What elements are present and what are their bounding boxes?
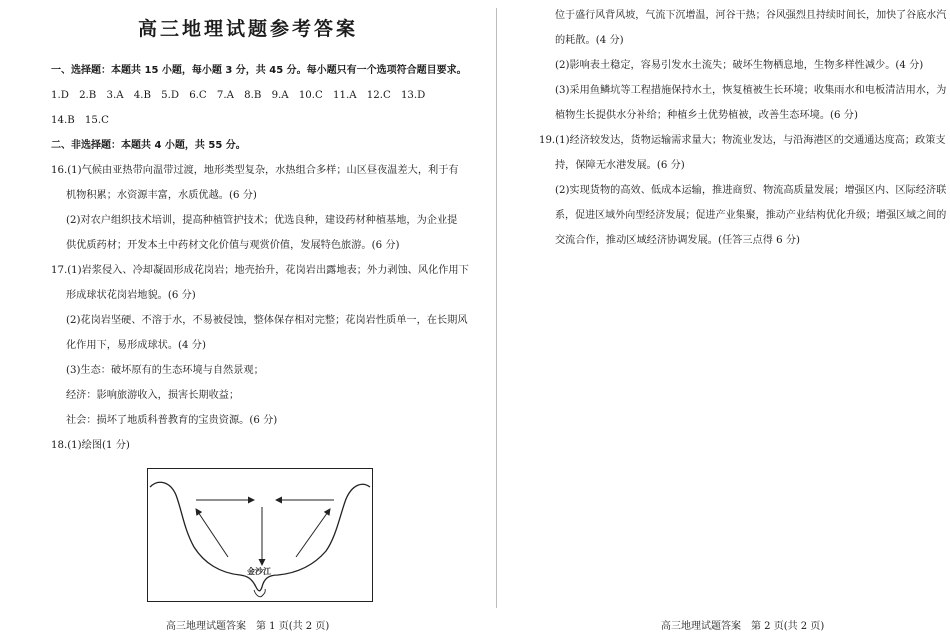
answer-line: (2)影响表土稳定，容易引发水土流失；破坏生物栖息地，生物多样性减少。(4 分) xyxy=(555,60,924,71)
answer-line: 位于盛行风背风坡，气流下沉增温，河谷干热；谷风强烈且持续时间长，加快了谷底水汽 xyxy=(555,10,947,21)
answer-line: 供优质药材；开发本土中药材文化价值与观赏价值，发展特色旅游。(6 分) xyxy=(66,240,400,251)
page-footer-2: 高三地理试题答案 第 2 页(共 2 页) xyxy=(661,621,825,632)
answer-line: 持，保障无水港发展。(6 分) xyxy=(555,160,685,171)
page-footer-1: 高三地理试题答案 第 1 页(共 2 页) xyxy=(166,621,330,632)
page-divider xyxy=(496,8,497,608)
section-heading-choice: 一、选择题：本题共 15 小题，每小题 3 分，共 45 分。每小题只有一个选项符合题目要求。 xyxy=(51,65,467,76)
answer-line: 16.(1)气候由亚热带向温带过渡，地形类型复杂，水热组合多样；山区昼夜温差大，利于有 xyxy=(51,165,459,176)
answer-line: 19.(1)经济较发达，货物运输需求量大；物流业发达，与沿海港区的交通通达度高；政策支 xyxy=(539,135,946,146)
answer-line: 的耗散。(4 分) xyxy=(555,35,624,46)
valley-wind-diagram xyxy=(147,468,373,602)
answer-line: 化作用下，易形成球状。(4 分) xyxy=(66,340,206,351)
answer-line: (2)实现货物的高效、低成本运输，推进商贸、物流高质量发展；增强区内、区际经济联 xyxy=(555,185,947,196)
document-title: 高三地理试题参考答案 xyxy=(137,18,358,40)
answer-line: 社会：损坏了地质科普教育的宝贵资源。(6 分) xyxy=(66,415,278,426)
section-heading-free-response: 二、非选择题：本题共 4 小题，共 55 分。 xyxy=(51,140,246,151)
answer-line: 14.B 15.C xyxy=(51,115,109,126)
answer-line: 植物生长提供水分补给；种植乡土优势植被，改善生态环境。(6 分) xyxy=(555,110,858,121)
right-slope-arrow xyxy=(296,509,330,557)
left-slope-arrow xyxy=(196,509,228,557)
answer-page-2 xyxy=(498,0,950,638)
answer-line: (3)生态：破坏原有的生态环境与自然景观； xyxy=(66,365,264,376)
answer-line: (2)花岗岩坚硬、不溶于水，不易被侵蚀，整体保存相对完整；花岗岩性质单一，在长期风 xyxy=(66,315,468,326)
answer-line: (3)采用鱼鳞坑等工程措施保持水土，恢复植被生长环境；收集雨水和电板清洁用水，为 xyxy=(555,85,947,96)
answer-line: 交流合作，推动区域经济协调发展。(任答三点得 6 分) xyxy=(555,235,801,246)
answer-line: 机物积累；水资源丰富，水质优越。(6 分) xyxy=(66,190,257,201)
answer-line: 经济：影响旅游收入，损害长期收益； xyxy=(66,390,240,401)
answer-line: 18.(1)绘图(1 分) xyxy=(51,440,130,451)
valley-diagram-drawing xyxy=(148,469,372,601)
answer-line: 形成球状花岗岩地貌。(6 分) xyxy=(66,290,196,301)
answer-line: (2)对农户组织技术培训，提高种植管护技术；优选良种，建设药材种植基地，为企业提 xyxy=(66,215,458,226)
answer-line: 17.(1)岩浆侵入、冷却凝固形成花岗岩；地壳抬升，花岗岩出露地表；外力剥蚀、风化作用下 xyxy=(51,265,469,276)
river-label: 金沙江 xyxy=(247,567,271,576)
answer-line: 系，促进区域外向型经济发展；促进产业集聚，推动产业结构优化升级；增强区域之间的 xyxy=(555,210,947,221)
answer-line: 1.D 2.B 3.A 4.B 5.D 6.C 7.A 8.B 9.A 10.C 11.A 12.C 13.D xyxy=(51,90,426,101)
